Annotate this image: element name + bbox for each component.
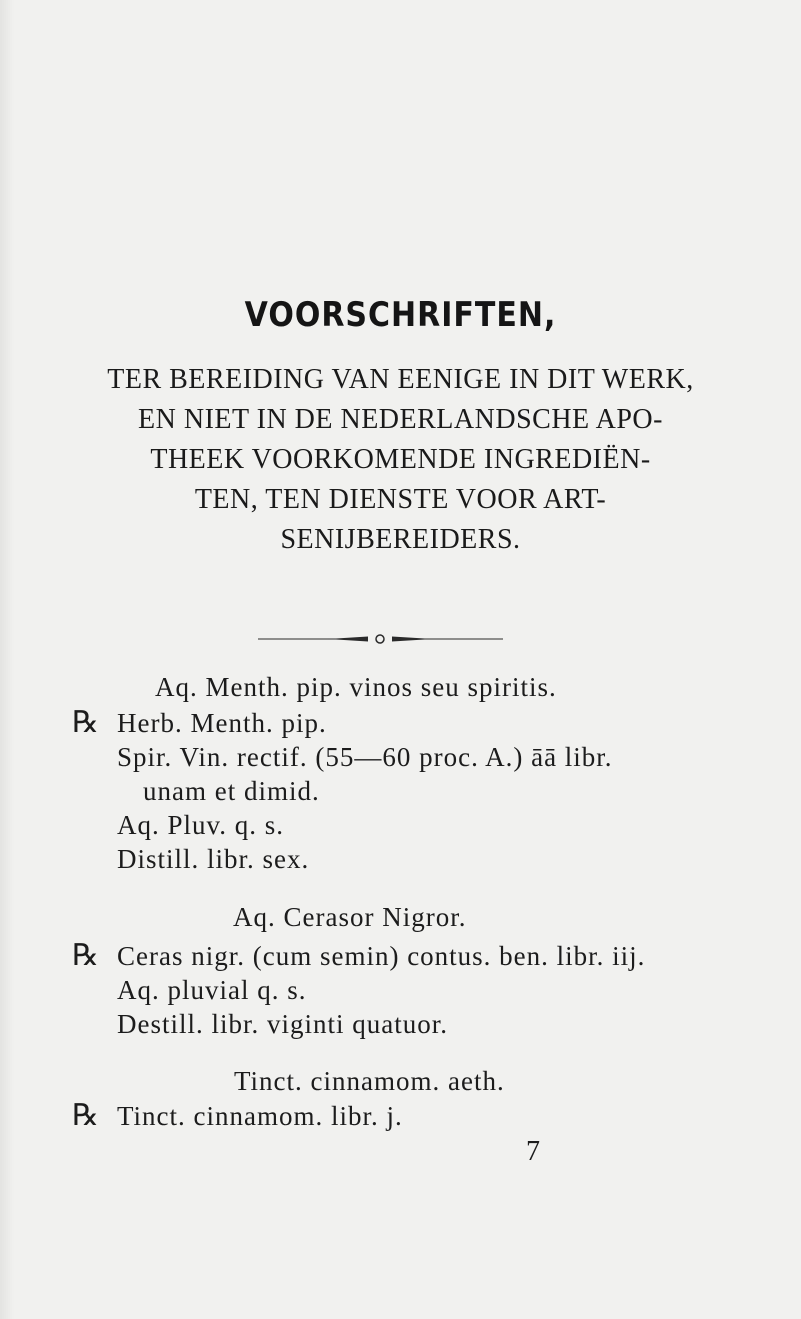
- subtitle-line-2: EN NIET IN DE NEDERLANDSCHE APO-: [138, 404, 663, 435]
- recipe-1-line-1: Herb. Menth. pip.: [117, 708, 327, 738]
- subtitle-line-4: TEN, TEN DIENSTE VOOR ART-: [194, 484, 607, 515]
- recipe-2-line-3: Destill. libr. viginti quatuor.: [117, 1009, 448, 1039]
- recipe-1-line-4: Aq. Pluv. q. s.: [117, 810, 285, 840]
- page-number: 7: [526, 1136, 540, 1167]
- recipe-2-line-2: Aq. pluvial q. s.: [117, 975, 307, 1005]
- recipe-3-line-1: Tinct. cinnamom. libr. j.: [117, 1101, 403, 1131]
- recipe-1-rx-symbol: ℞: [72, 706, 99, 739]
- recipe-2-rx-symbol: ℞: [72, 939, 99, 972]
- recipe-2-heading: Aq. Cerasor Nigror.: [233, 902, 467, 932]
- recipe-1-line-3: unam et dimid.: [143, 776, 320, 806]
- ornamental-divider: [258, 632, 503, 646]
- subtitle-line-5: SENIJBEREIDERS.: [280, 524, 521, 555]
- recipe-1-line-5: Distill. libr. sex.: [117, 844, 310, 874]
- recipe-3-heading: Tinct. cinnamom. aeth.: [234, 1066, 505, 1096]
- page-title: VOORSCHRIFTEN,: [244, 295, 557, 336]
- recipe-2-line-1: Ceras nigr. (cum semin) contus. ben. libr. iij.: [117, 941, 646, 971]
- subtitle-line-1: TER BEREIDING VAN EENIGE IN DIT WERK,: [107, 364, 694, 395]
- recipe-1-line-2: Spir. Vin. rectif. (55—60 proc. A.) āā libr.: [117, 742, 613, 772]
- recipe-1-heading: Aq. Menth. pip. vinos seu spiritis.: [155, 672, 557, 702]
- subtitle-line-3: THEEK VOORKOMENDE INGREDIËN-: [150, 444, 651, 475]
- page-edge-shadow: [0, 0, 14, 1319]
- recipe-3-rx-symbol: ℞: [72, 1099, 99, 1132]
